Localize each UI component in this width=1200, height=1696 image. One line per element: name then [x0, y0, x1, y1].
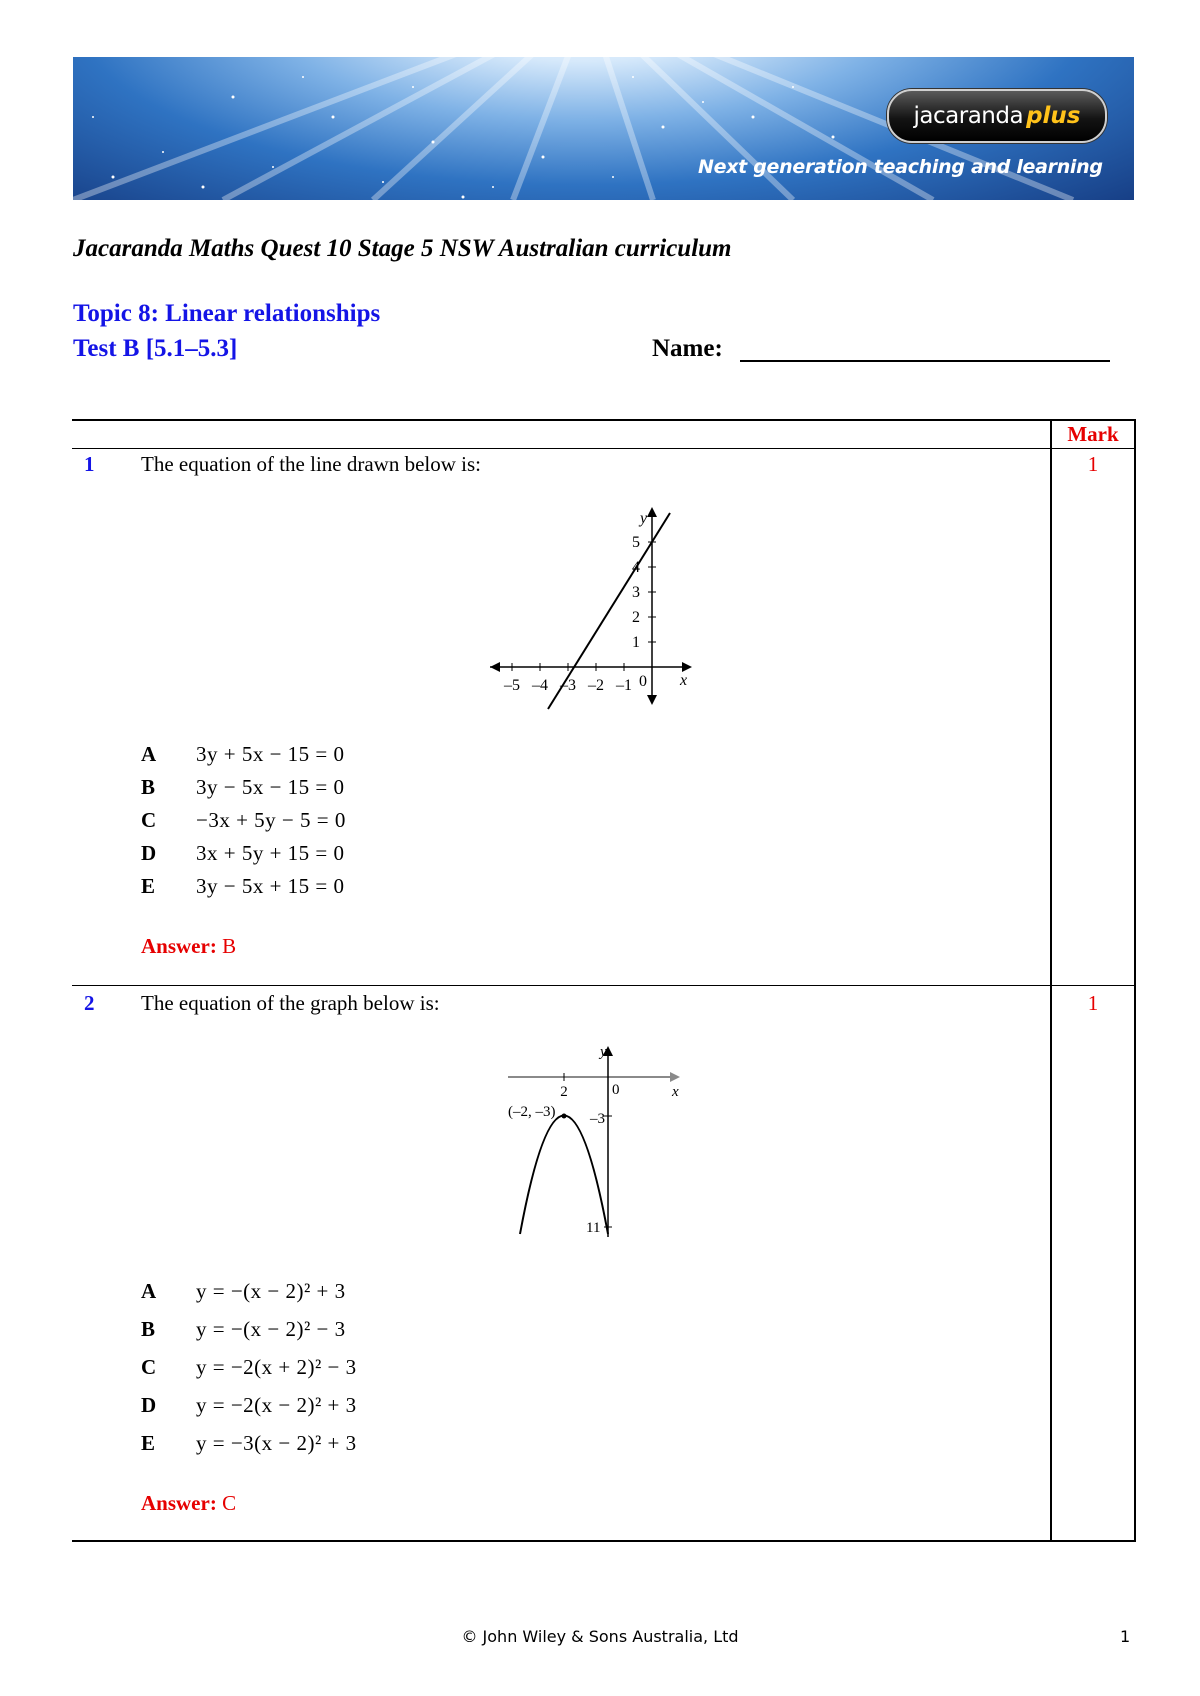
option-equation: y = −2(x + 2)² − 3 — [196, 1355, 357, 1379]
y-tick-label: –3 — [590, 1111, 605, 1127]
vertex-label: (–2, –3) — [508, 1104, 556, 1120]
option-letter: B — [141, 775, 156, 799]
option-e — [141, 874, 345, 902]
option-c — [141, 1355, 357, 1383]
vertex-point — [562, 1114, 567, 1119]
table-right-border — [1134, 419, 1136, 1542]
option-equation: 3y + 5x − 15 = 0 — [196, 742, 345, 766]
option-b — [141, 775, 345, 803]
option-letter: B — [141, 1317, 156, 1341]
option-letter: C — [141, 1355, 157, 1379]
option-d — [141, 841, 345, 869]
table-top-border — [72, 419, 1136, 421]
x-tick-label: –4 — [532, 677, 548, 694]
question-1-line-graph — [490, 505, 700, 710]
y-tick-label: 5 — [632, 534, 640, 551]
mark-column-divider — [1050, 419, 1052, 1542]
header-banner — [73, 57, 1134, 200]
option-equation: y = −2(x − 2)² + 3 — [196, 1393, 357, 1417]
option-c — [141, 808, 346, 836]
option-letter: D — [141, 841, 157, 865]
x-tick-label: 2 — [560, 1084, 568, 1100]
table-bottom-border — [72, 1540, 1136, 1542]
answer-value: C — [222, 1491, 237, 1515]
x-tick-label: –1 — [616, 677, 632, 694]
copyright-footer: © John Wiley & Sons Australia, Ltd — [461, 1627, 739, 1646]
y-axis-arrow-up — [647, 507, 657, 517]
x-axis-label: x — [672, 1084, 679, 1100]
question-number: 1 — [84, 452, 95, 476]
answer-value: B — [222, 934, 237, 958]
question-mark: 1 — [1087, 452, 1099, 476]
option-letter: A — [141, 1279, 157, 1303]
x-axis-arrow-right — [682, 662, 692, 672]
name-label: Name: — [652, 335, 723, 362]
question-text: The equation of the line drawn below is: — [141, 452, 481, 476]
y-intercept-label: 11 — [586, 1220, 601, 1236]
option-equation: 3y − 5x + 15 = 0 — [196, 874, 345, 898]
question-mark: 1 — [1087, 991, 1099, 1015]
option-equation: y = −(x − 2)² + 3 — [196, 1279, 346, 1303]
answer-line — [141, 934, 236, 959]
y-tick-label: 3 — [632, 584, 640, 601]
row-divider — [72, 985, 1136, 986]
option-b — [141, 1317, 346, 1345]
answer-label: Answer: — [141, 1491, 217, 1515]
x-axis-arrow — [670, 1072, 680, 1082]
option-equation: y = −3(x − 2)² + 3 — [196, 1431, 357, 1455]
option-equation: 3x + 5y + 15 = 0 — [196, 841, 345, 865]
banner-tagline: Next generation teaching and learning — [698, 156, 1103, 178]
origin-label: 0 — [612, 1082, 620, 1098]
logo-main-text: jacaranda — [913, 103, 1024, 129]
option-letter: A — [141, 742, 157, 766]
x-tick-label: –5 — [504, 677, 520, 694]
option-a — [141, 742, 345, 770]
x-tick-label: –2 — [588, 677, 604, 694]
option-letter: C — [141, 808, 157, 832]
y-tick-label: 2 — [632, 609, 640, 626]
topic-title: Topic 8: Linear relationships — [73, 300, 381, 327]
parabola-curve — [520, 1116, 608, 1235]
option-letter: E — [141, 1431, 156, 1455]
option-equation: −3x + 5y − 5 = 0 — [196, 808, 346, 832]
jacaranda-plus-logo — [887, 89, 1107, 143]
table-header-border — [72, 448, 1136, 449]
question-text: The equation of the graph below is: — [141, 991, 440, 1015]
option-equation: y = −(x − 2)² − 3 — [196, 1317, 346, 1341]
mark-column-header: Mark — [1067, 422, 1119, 446]
option-a — [141, 1279, 346, 1307]
name-blank-line — [740, 360, 1110, 362]
question-number: 2 — [84, 991, 95, 1015]
y-axis-label: y — [600, 1044, 607, 1060]
y-axis-label: y — [640, 510, 648, 527]
document-title: Jacaranda Maths Quest 10 Stage 5 NSW Australian curriculum — [73, 235, 732, 262]
question-2-parabola-graph — [500, 1042, 700, 1242]
origin-label: 0 — [639, 673, 647, 690]
test-title: Test B [5.1–5.3] — [73, 335, 238, 362]
option-letter: E — [141, 874, 156, 898]
logo-plus-text: plus — [1026, 103, 1081, 129]
option-e — [141, 1431, 357, 1459]
option-letter: D — [141, 1393, 157, 1417]
y-tick-label: 4 — [632, 559, 640, 576]
option-d — [141, 1393, 357, 1421]
y-tick-label: 1 — [632, 634, 640, 651]
x-tick-label: –3 — [560, 677, 576, 694]
page-number: 1 — [1120, 1627, 1131, 1646]
answer-label: Answer: — [141, 934, 217, 958]
x-axis-arrow-left — [490, 662, 500, 672]
x-axis-label: x — [680, 672, 688, 689]
y-axis-arrow-down — [647, 695, 657, 705]
option-equation: 3y − 5x − 15 = 0 — [196, 775, 345, 799]
answer-line — [141, 1491, 236, 1516]
